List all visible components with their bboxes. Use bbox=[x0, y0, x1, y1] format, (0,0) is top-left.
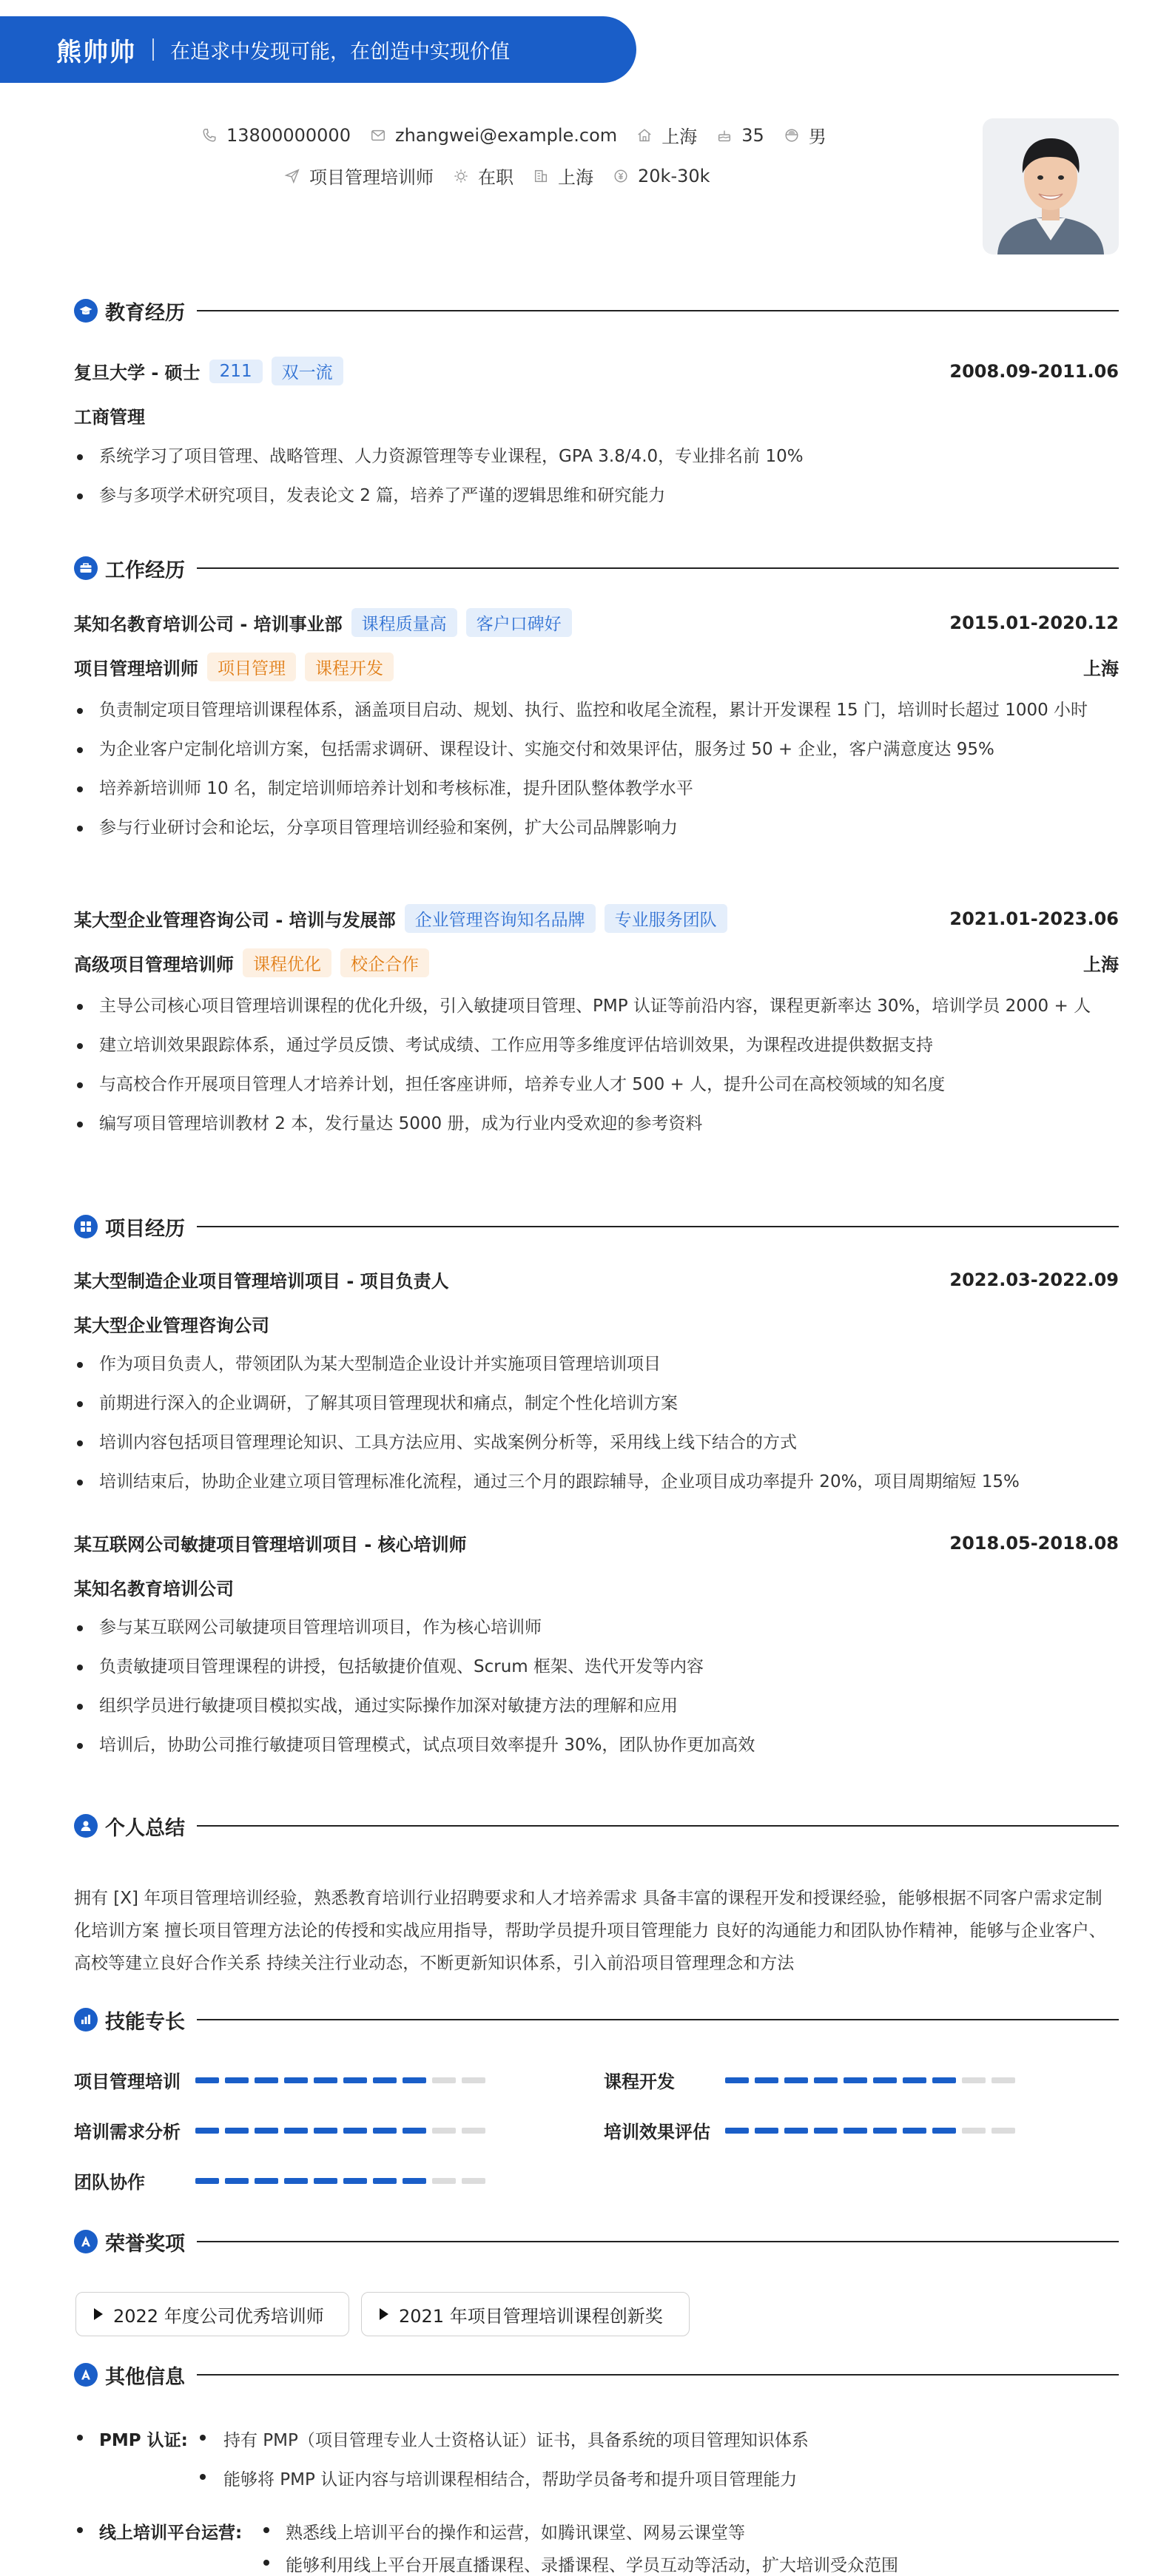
skill-segment bbox=[314, 2178, 337, 2184]
list-item: 系统学习了项目管理、战略管理、人力资源管理等专业课程，GPA 3.8/4.0，专业排名前 10% bbox=[74, 440, 1119, 473]
major-row bbox=[74, 402, 1119, 428]
skill-segment bbox=[991, 2128, 1015, 2134]
person-icon bbox=[74, 1814, 98, 1838]
skill-segment bbox=[195, 2128, 219, 2134]
role-name: 项目管理培训师 bbox=[74, 658, 198, 679]
skill-level-bar bbox=[195, 2128, 491, 2134]
project-date: 2018.05-2018.08 bbox=[949, 1532, 1119, 1554]
role-name: 高级项目管理培训师 bbox=[74, 954, 234, 975]
education-section-header bbox=[74, 296, 1119, 326]
project-section-title: 项目经历 bbox=[105, 1217, 185, 1241]
project-title: 某大型制造企业项目管理培训项目 - 项目负责人 bbox=[74, 1271, 449, 1292]
header-divider bbox=[152, 38, 154, 61]
skill-segment bbox=[225, 2077, 249, 2083]
work-date: 2021.01-2023.06 bbox=[949, 908, 1119, 929]
skill-segment bbox=[784, 2128, 808, 2134]
skill-segment bbox=[903, 2077, 926, 2083]
cake-icon bbox=[716, 127, 733, 144]
section-divider bbox=[197, 1825, 1119, 1827]
skill-segment bbox=[962, 2128, 986, 2134]
building-icon bbox=[533, 168, 549, 184]
skill-segment bbox=[432, 2178, 456, 2184]
profile-photo bbox=[983, 118, 1119, 254]
skill-segment bbox=[755, 2128, 778, 2134]
bullet-dot bbox=[200, 2435, 206, 2441]
project-entry-header bbox=[74, 1267, 1119, 1292]
company-tag: 课程质量高 bbox=[351, 608, 457, 637]
email-text: zhangwei@example.com bbox=[394, 124, 618, 146]
skill-segment bbox=[255, 2178, 278, 2184]
role-tag: 课程优化 bbox=[243, 948, 331, 977]
skill-segment bbox=[225, 2178, 249, 2184]
company-name: 某知名教育培训公司 - 培训事业部 bbox=[74, 614, 343, 635]
skill-segment bbox=[725, 2077, 749, 2083]
list-item: 作为项目负责人，带领团队为某大型制造企业设计并实施项目管理培训项目 bbox=[74, 1348, 1119, 1380]
salary-item bbox=[613, 166, 710, 186]
project-section-header bbox=[74, 1212, 1119, 1241]
skill-segment bbox=[873, 2128, 897, 2134]
graduation-cap-icon bbox=[74, 299, 98, 323]
other-section-title: 其他信息 bbox=[105, 2365, 185, 2389]
work-role-row bbox=[74, 948, 1119, 977]
job-intent-row bbox=[284, 163, 730, 189]
skill-item bbox=[74, 2168, 491, 2194]
phone-icon bbox=[201, 127, 218, 144]
award-badge bbox=[361, 2292, 690, 2336]
list-item: 参与某互联网公司敏捷项目管理培训项目，作为核心培训师 bbox=[74, 1611, 1119, 1644]
list-item: 编写项目管理培训教材 2 本，发行量达 5000 册，成为行业内受欢迎的参考资料 bbox=[74, 1107, 1119, 1140]
skill-segment bbox=[725, 2128, 749, 2134]
skill-segment bbox=[373, 2128, 397, 2134]
skill-name: 培训需求分析 bbox=[74, 2122, 181, 2142]
candidate-slogan: 在追求中发现可能，在创造中实现价值 bbox=[170, 40, 510, 64]
coin-icon bbox=[613, 168, 629, 184]
list-item: 培养新培训师 10 名，制定培训师培养计划和考核标准，提升团队整体教学水平 bbox=[74, 772, 1119, 805]
age-text: 35 bbox=[741, 124, 764, 146]
skill-segment bbox=[403, 2128, 426, 2134]
award-text: 2022 年度公司优秀培训师 bbox=[113, 2305, 324, 2327]
skill-segment bbox=[403, 2178, 426, 2184]
bar-chart-icon bbox=[74, 2008, 98, 2032]
skills-section-title: 技能专长 bbox=[105, 2010, 185, 2034]
skill-level-bar bbox=[725, 2128, 1021, 2134]
work-city: 上海 bbox=[1083, 658, 1119, 679]
list-item: 与高校合作开展项目管理人才培养计划，担任客座讲师，培养专业人才 500 + 人，提升公司在高校领域的知名度 bbox=[74, 1068, 1119, 1101]
list-item: 培训内容包括项目管理理论知识、工具方法应用、实战案例分析等，采用线上线下结合的方式 bbox=[74, 1426, 1119, 1459]
other-label: PMP 认证: bbox=[99, 2431, 188, 2450]
gender-text: 男 bbox=[808, 127, 826, 147]
skill-item bbox=[604, 2117, 1021, 2143]
company-name: 某大型企业管理咨询公司 - 培训与发展部 bbox=[74, 910, 396, 931]
awards-section-title: 荣誉奖项 bbox=[105, 2232, 185, 2256]
status-item bbox=[453, 163, 514, 189]
education-date: 2008.09-2011.06 bbox=[949, 360, 1119, 382]
list-item: 培训后，协助公司推行敏捷项目管理模式，试点项目效率提升 30%，团队协作更加高效 bbox=[74, 1729, 1119, 1761]
info-icon bbox=[74, 2363, 98, 2387]
skill-segment bbox=[844, 2128, 867, 2134]
salary-text: 20k-30k bbox=[638, 165, 710, 186]
skill-segment bbox=[255, 2077, 278, 2083]
summary-section-header bbox=[74, 1811, 1119, 1841]
target-job-item bbox=[284, 163, 434, 189]
phone-text: 13800000000 bbox=[226, 124, 351, 146]
skill-segment bbox=[284, 2128, 308, 2134]
project-date: 2022.03-2022.09 bbox=[949, 1269, 1119, 1290]
target-job-text: 项目管理培训师 bbox=[309, 167, 434, 188]
hometown-text: 上海 bbox=[661, 127, 698, 147]
skill-segment bbox=[343, 2077, 367, 2083]
target-city-item bbox=[533, 163, 593, 189]
skill-segment bbox=[873, 2077, 897, 2083]
skill-segment bbox=[255, 2128, 278, 2134]
skill-segment bbox=[195, 2077, 219, 2083]
project-org: 某大型企业管理咨询公司 bbox=[74, 1315, 269, 1336]
bullet-dot bbox=[77, 2435, 83, 2441]
mail-icon bbox=[370, 127, 386, 144]
skill-segment bbox=[462, 2178, 485, 2184]
age-item bbox=[716, 125, 764, 146]
project-bullets bbox=[74, 1348, 1119, 1505]
skill-segment bbox=[403, 2077, 426, 2083]
role-tag: 校企合作 bbox=[340, 948, 429, 977]
school-tag: 双一流 bbox=[272, 357, 343, 385]
company-tag: 企业管理咨询知名品牌 bbox=[405, 904, 596, 933]
other-label: 线上培训平台运营: bbox=[99, 2523, 243, 2543]
list-item: 负责敏捷项目管理课程的讲授，包括敏捷价值观、Scrum 框架、迭代开发等内容 bbox=[74, 1651, 1119, 1683]
contact-row bbox=[201, 122, 846, 148]
company-tag: 专业服务团队 bbox=[605, 904, 727, 933]
skill-segment bbox=[373, 2077, 397, 2083]
bullet-dot bbox=[77, 2527, 83, 2533]
work-entry-header bbox=[74, 904, 1119, 933]
skill-item bbox=[604, 2067, 1021, 2093]
other-item: 能够将 PMP 认证内容与培训课程相结合，帮助学员备考和提升项目管理能力 bbox=[223, 2470, 798, 2489]
project-org-row bbox=[74, 1574, 1119, 1600]
skill-segment bbox=[373, 2178, 397, 2184]
header-banner bbox=[0, 16, 636, 83]
education-bullets bbox=[74, 440, 1119, 519]
play-triangle-icon bbox=[380, 2308, 388, 2320]
sun-icon bbox=[453, 168, 469, 184]
list-item: 负责制定项目管理培训课程体系，涵盖项目启动、规划、执行、监控和收尾全流程，累计开发课程 15 门，培训时长超过 1000 小时 bbox=[74, 694, 1119, 726]
skill-name: 培训效果评估 bbox=[604, 2122, 710, 2142]
skill-segment bbox=[314, 2077, 337, 2083]
project-entry-header bbox=[74, 1530, 1119, 1556]
education-entry-header bbox=[74, 357, 1119, 385]
other-item: 能够利用线上平台开展直播课程、录播课程、学员互动等活动，扩大培训受众范围 bbox=[286, 2556, 898, 2575]
project-org-row bbox=[74, 1311, 1119, 1337]
work-entry-header bbox=[74, 608, 1119, 637]
other-item: 熟悉线上培训平台的操作和运营，如腾讯课堂、网易云课堂等 bbox=[286, 2523, 745, 2543]
skill-level-bar bbox=[195, 2178, 491, 2184]
project-org: 某知名教育培训公司 bbox=[74, 1579, 234, 1599]
skill-segment bbox=[755, 2077, 778, 2083]
work-bullets bbox=[74, 990, 1119, 1147]
skill-segment bbox=[343, 2178, 367, 2184]
list-item: 参与行业研讨会和论坛，分享项目管理培训经验和案例，扩大公司品牌影响力 bbox=[74, 812, 1119, 844]
school-tag: 211 bbox=[209, 360, 263, 383]
education-section-title: 教育经历 bbox=[105, 301, 185, 325]
skill-segment bbox=[784, 2077, 808, 2083]
avatar-illustration bbox=[983, 118, 1119, 254]
skill-name: 课程开发 bbox=[604, 2071, 675, 2092]
grid-icon bbox=[74, 1215, 98, 1238]
award-text: 2021 年项目管理培训课程创新奖 bbox=[399, 2305, 663, 2327]
skill-segment bbox=[225, 2128, 249, 2134]
major-name: 工商管理 bbox=[74, 407, 145, 428]
user-icon bbox=[784, 127, 800, 144]
awards-section-header bbox=[74, 2227, 1119, 2256]
work-section-header bbox=[74, 553, 1119, 583]
skill-level-bar bbox=[725, 2077, 1021, 2083]
skill-segment bbox=[432, 2077, 456, 2083]
skill-segment bbox=[195, 2178, 219, 2184]
skill-segment bbox=[991, 2077, 1015, 2083]
bullet-dot bbox=[200, 2474, 206, 2480]
briefcase-icon bbox=[74, 556, 98, 580]
section-divider bbox=[197, 567, 1119, 569]
project-bullets bbox=[74, 1611, 1119, 1768]
list-item: 为企业客户定制化培训方案，包括需求调研、课程设计、实施交付和效果评估，服务过 50 + 企业，客户满意度达 95% bbox=[74, 733, 1119, 766]
work-bullets bbox=[74, 694, 1119, 851]
candidate-name: 熊帅帅 bbox=[56, 37, 136, 67]
list-item: 参与多项学术研究项目，发表论文 2 篇，培养了严谨的逻辑思维和研究能力 bbox=[74, 479, 1119, 512]
bullet-dot bbox=[263, 2527, 269, 2533]
list-item: 主导公司核心项目管理培训课程的优化升级，引入敏捷项目管理、PMP 认证等前沿内容，课程更新率达 30%，培训学员 2000 + 人 bbox=[74, 990, 1119, 1022]
list-item: 前期进行深入的企业调研，了解其项目管理现状和痛点，制定个性化培训方案 bbox=[74, 1387, 1119, 1420]
list-item: 培训结束后，协助企业建立项目管理标准化流程，通过三个月的跟踪辅导，企业项目成功率提升 20%，项目周期缩短 15% bbox=[74, 1466, 1119, 1498]
award-icon bbox=[74, 2230, 98, 2253]
section-divider bbox=[197, 310, 1119, 311]
section-divider bbox=[197, 2374, 1119, 2376]
role-tag: 项目管理 bbox=[207, 653, 296, 681]
skill-segment bbox=[932, 2077, 956, 2083]
work-role-row bbox=[74, 653, 1119, 681]
list-item: 建立培训效果跟踪体系，通过学员反馈、考试成绩、工作应用等多维度评估培训效果，为课程改进提供数据支持 bbox=[74, 1029, 1119, 1062]
other-item: 持有 PMP（项目管理专业人士资格认证）证书，具备系统的项目管理知识体系 bbox=[223, 2431, 809, 2450]
skills-section-header bbox=[74, 2005, 1119, 2034]
home-icon bbox=[636, 127, 653, 144]
section-divider bbox=[197, 1226, 1119, 1227]
project-title: 某互联网公司敏捷项目管理培训项目 - 核心培训师 bbox=[74, 1534, 467, 1555]
skill-segment bbox=[932, 2128, 956, 2134]
phone-item bbox=[201, 125, 351, 146]
play-triangle-icon bbox=[94, 2308, 103, 2320]
skill-segment bbox=[284, 2178, 308, 2184]
skill-segment bbox=[462, 2077, 485, 2083]
award-badge bbox=[75, 2292, 349, 2336]
skill-segment bbox=[844, 2077, 867, 2083]
section-divider bbox=[197, 2241, 1119, 2242]
list-item: 组织学员进行敏捷项目模拟实战，通过实际操作加深对敏捷方法的理解和应用 bbox=[74, 1690, 1119, 1722]
skill-segment bbox=[814, 2128, 838, 2134]
skill-segment bbox=[284, 2077, 308, 2083]
status-text: 在职 bbox=[478, 167, 514, 188]
summary-section-title: 个人总结 bbox=[105, 1816, 185, 1840]
hometown-item bbox=[636, 122, 697, 148]
skill-segment bbox=[432, 2128, 456, 2134]
skill-segment bbox=[314, 2128, 337, 2134]
school-name: 复旦大学 - 硕士 bbox=[74, 363, 201, 383]
send-icon bbox=[284, 168, 300, 184]
email-item bbox=[370, 125, 617, 146]
skill-segment bbox=[962, 2077, 986, 2083]
other-section-header bbox=[74, 2360, 1119, 2390]
skill-level-bar bbox=[195, 2077, 491, 2083]
skill-segment bbox=[814, 2077, 838, 2083]
role-tag: 课程开发 bbox=[305, 653, 394, 681]
skill-segment bbox=[462, 2128, 485, 2134]
skill-segment bbox=[343, 2128, 367, 2134]
company-tag: 客户口碑好 bbox=[466, 608, 572, 637]
skill-item bbox=[74, 2117, 491, 2143]
bullet-dot bbox=[263, 2560, 269, 2566]
target-city-text: 上海 bbox=[558, 167, 593, 188]
summary-text: 拥有 [X] 年项目管理培训经验，熟悉教育培训行业招聘要求和人才培养需求 具备丰富的课程开发和授课经验，能够根据不同客户需求定制化培训方案 擅长项目管理方法论的传授和实战应用指导，帮助学员提升项目管理能力 良好的沟通能力和团队协作精神，能够与企业客户、高校等建立良好合作关系 持续关注行业动态，不断更新知识体系，引入前沿项目管理理念和方法 bbox=[74, 1889, 1106, 1973]
skill-name: 项目管理培训 bbox=[74, 2071, 181, 2092]
gender-item bbox=[784, 122, 826, 148]
section-divider bbox=[197, 2019, 1119, 2020]
work-city: 上海 bbox=[1083, 954, 1119, 975]
work-section-title: 工作经历 bbox=[105, 559, 185, 582]
skill-segment bbox=[903, 2128, 926, 2134]
skill-name: 团队协作 bbox=[74, 2172, 145, 2193]
skill-item bbox=[74, 2067, 491, 2093]
work-date: 2015.01-2020.12 bbox=[949, 612, 1119, 633]
